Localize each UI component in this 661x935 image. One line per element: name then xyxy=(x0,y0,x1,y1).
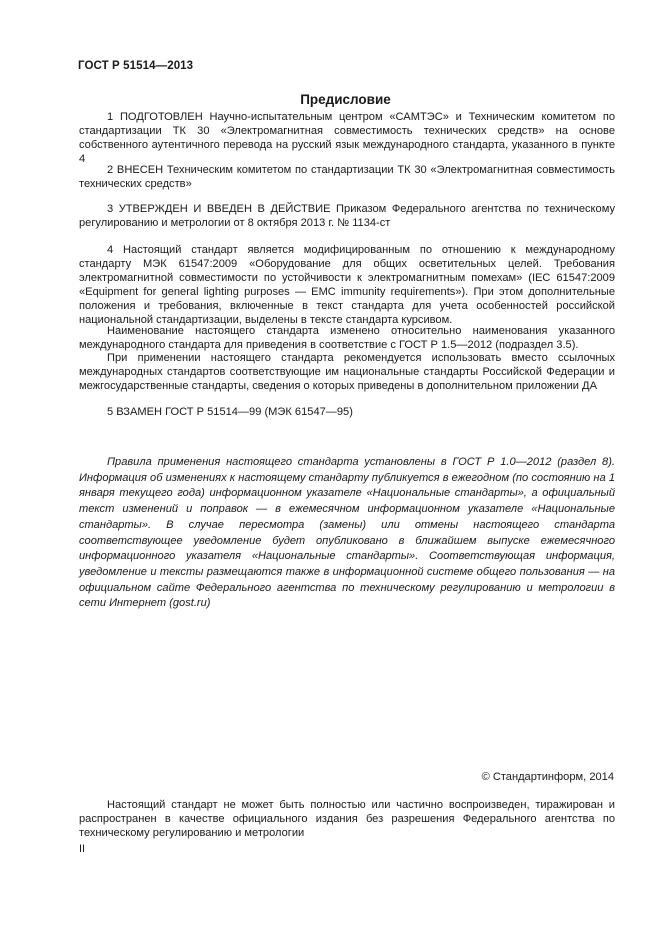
reproduction-notice: Настоящий стандарт не может быть полностью или частично воспроизведен, тиражирован и распространен в качестве официального издания без разрешения Федерального агентства по техническому регулированию и метрологии xyxy=(79,799,615,839)
document-header: ГОСТ Р 51514—2013 xyxy=(78,60,194,72)
paragraph-item-1: 1 ПОДГОТОВЛЕН Научно-испытательным центром «САМТЭС» и Техническим комитетом по стандартизации ТК 30 «Электромагнитная совместимость технических средств» на основе собственного аутентичного перевода на русский язык международного стандарта, указанного в пункте 4 xyxy=(79,111,615,165)
page-title: Предисловие xyxy=(300,92,391,107)
copyright: © Стандартинформ, 2014 xyxy=(481,771,614,783)
paragraph-item-4-refs: При применении настоящего стандарта рекомендуется использовать вместо ссылочных международных стандартов соответствующие им национальные стандарты Российской Федерации и межгосударственные стандарты, сведения о которых приведены в дополнительном приложении ДА xyxy=(79,352,615,392)
paragraph-item-3: 3 УТВЕРЖДЕН И ВВЕДЕН В ДЕЙСТВИЕ Приказом Федерального агентства по техническому регулированию и метрологии от 8 октября 2013 г. № 1134-ст xyxy=(79,203,615,229)
paragraph-item-4: 4 Настоящий стандарт является модифицированным по отношению к международному стандарту МЭК 61547:2009 «Оборудование для общих осветительных целей. Требования электромагнитной совместимости по устойчивости к электромагнитным помехам» (IEC 61547:2009 «Equipment for general lighting purposes — EMC immunity requirements»). При этом дополнительные положения и требования, включенные в текст стандарта для учета особенностей российской национальной стандартизации, выделены в тексте стандарта курсивом. xyxy=(79,244,615,326)
paragraph-item-4-name: Наименование настоящего стандарта изменено относительно наименования указанного международного стандарта для приведения в соответствие с ГОСТ Р 1.5—2012 (подраздел 3.5). xyxy=(79,325,615,351)
paragraph-item-2: 2 ВНЕСЕН Техническим комитетом по стандартизации ТК 30 «Электромагнитная совместимость технических средств» xyxy=(79,164,615,190)
paragraph-item-5: 5 ВЗАМЕН ГОСТ Р 51514—99 (МЭК 61547—95) xyxy=(107,406,353,418)
page-number: II xyxy=(79,843,86,855)
rules-notice: Правила применения настоящего стандарта установлены в ГОСТ Р 1.0—2012 (раздел 8). Информация об изменениях к настоящему стандарту публикуется в ежегодном (по состоянию на 1 января текущего года) информационном указателе «Национальные стандарты», а официальный текст изменений и поправок — в ежемесячном информационном указателе «Национальные стандарты». В случае пересмотра (замены) или отмены настоящего стандарта соответствующее уведомление будет опубликовано в ближайшем выпуске ежемесячного информационного указателя «Национальные стандарты». Соответствующая информация, уведомление и тексты размещаются также в информационной системе общего пользования — на официальном сайте Федерального агентства по техническому регулированию и метрологии в сети Интернет (gost.ru) xyxy=(79,456,615,610)
